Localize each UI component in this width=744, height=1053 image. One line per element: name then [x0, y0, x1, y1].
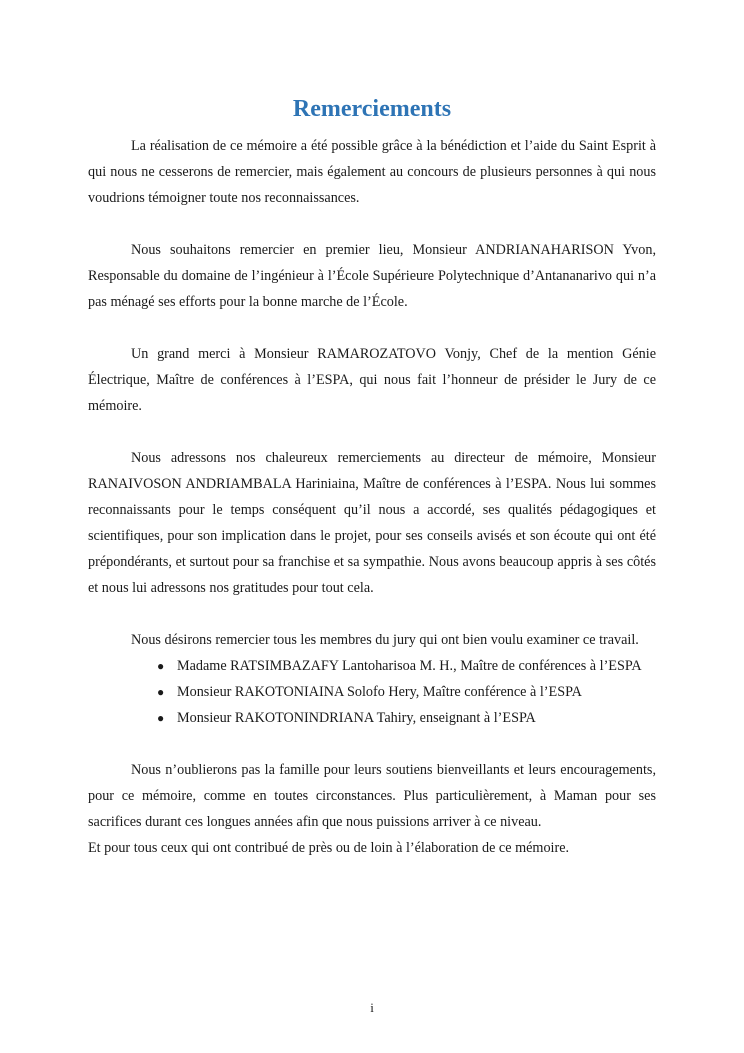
- jury-member: Madame RATSIMBAZAFY Lantoharisoa M. H., Maître de conférences à l’ESPA: [177, 658, 642, 674]
- paragraph-spacer: [88, 601, 656, 627]
- paragraph-spacer: [88, 419, 656, 445]
- paragraph-spacer: [88, 731, 656, 757]
- bullet-icon: ●: [157, 711, 165, 725]
- jury-member: Monsieur RAKOTONINDRIANA Tahiry, enseignant à l’ESPA: [177, 710, 536, 726]
- paragraph-intro: La réalisation de ce mémoire a été possible grâce à la bénédiction et l’aide du Saint Esprit à qui nous ne cesserons de remercier, mais également au concours de plusieurs personnes à qui nous voudrions témoigner toute nos reconnaissances.: [88, 138, 656, 206]
- list-item: [157, 653, 656, 679]
- jury-list: [88, 653, 656, 731]
- paragraph-spacer: [88, 315, 656, 341]
- list-item: [157, 705, 656, 731]
- paragraph-jury-intro: Nous désirons remercier tous les membres du jury qui ont bien voulu examiner ce travail.: [131, 632, 639, 648]
- paragraph-ramarozatovo: Un grand merci à Monsieur RAMAROZATOVO Vonjy, Chef de la mention Génie Électrique, Maître de conférences à l’ESPA, qui nous fait l’honneur de présider le Jury de ce mémoire.: [88, 346, 656, 414]
- document-body: [88, 133, 656, 861]
- paragraph-spacer: [88, 211, 656, 237]
- bullet-icon: ●: [157, 659, 165, 673]
- paragraph-director: Nous adressons nos chaleureux remerciements au directeur de mémoire, Monsieur RANAIVOSON ANDRIAMBALA Hariniaina, Maître de conférences à l’ESPA. Nous lui sommes reconnaissants pour le temps conséquent qu’il nous a accordé, ses qualités pédagogiques et scientifiques, pour son implication dans le projet, pour ses conseils avisés et son écoute qui ont été prépondérants, et surtout pour sa franchise et sa sympathie. Nous avons beaucoup appris à ses côtés et nous lui adressons nos gratitudes pour tout cela.: [88, 450, 656, 596]
- paragraph-family: Nous n’oublierons pas la famille pour leurs soutiens bienveillants et leurs encouragements, pour ce mémoire, comme en toutes circonstances. Plus particulièrement, à Maman pour ses sacrifices durant ces longues années afin que nous puissions arriver à ce niveau.: [88, 762, 656, 830]
- bullet-icon: ●: [157, 685, 165, 699]
- paragraph-andrianaharison: Nous souhaitons remercier en premier lieu, Monsieur ANDRIANAHARISON Yvon, Responsable du domaine de l’ingénieur à l’École Supérieure Polytechnique d’Antananarivo qui n’a pas ménagé ses efforts pour la bonne marche de l’École.: [88, 242, 656, 310]
- paragraph-closing: Et pour tous ceux qui ont contribué de près ou de loin à l’élaboration de ce mémoire.: [88, 840, 570, 856]
- page-title: Remerciements: [292, 96, 452, 122]
- page-number: i: [370, 1000, 374, 1015]
- jury-member: Monsieur RAKOTONIAINA Solofo Hery, Maître conférence à l’ESPA: [177, 684, 582, 700]
- list-item: [157, 679, 656, 705]
